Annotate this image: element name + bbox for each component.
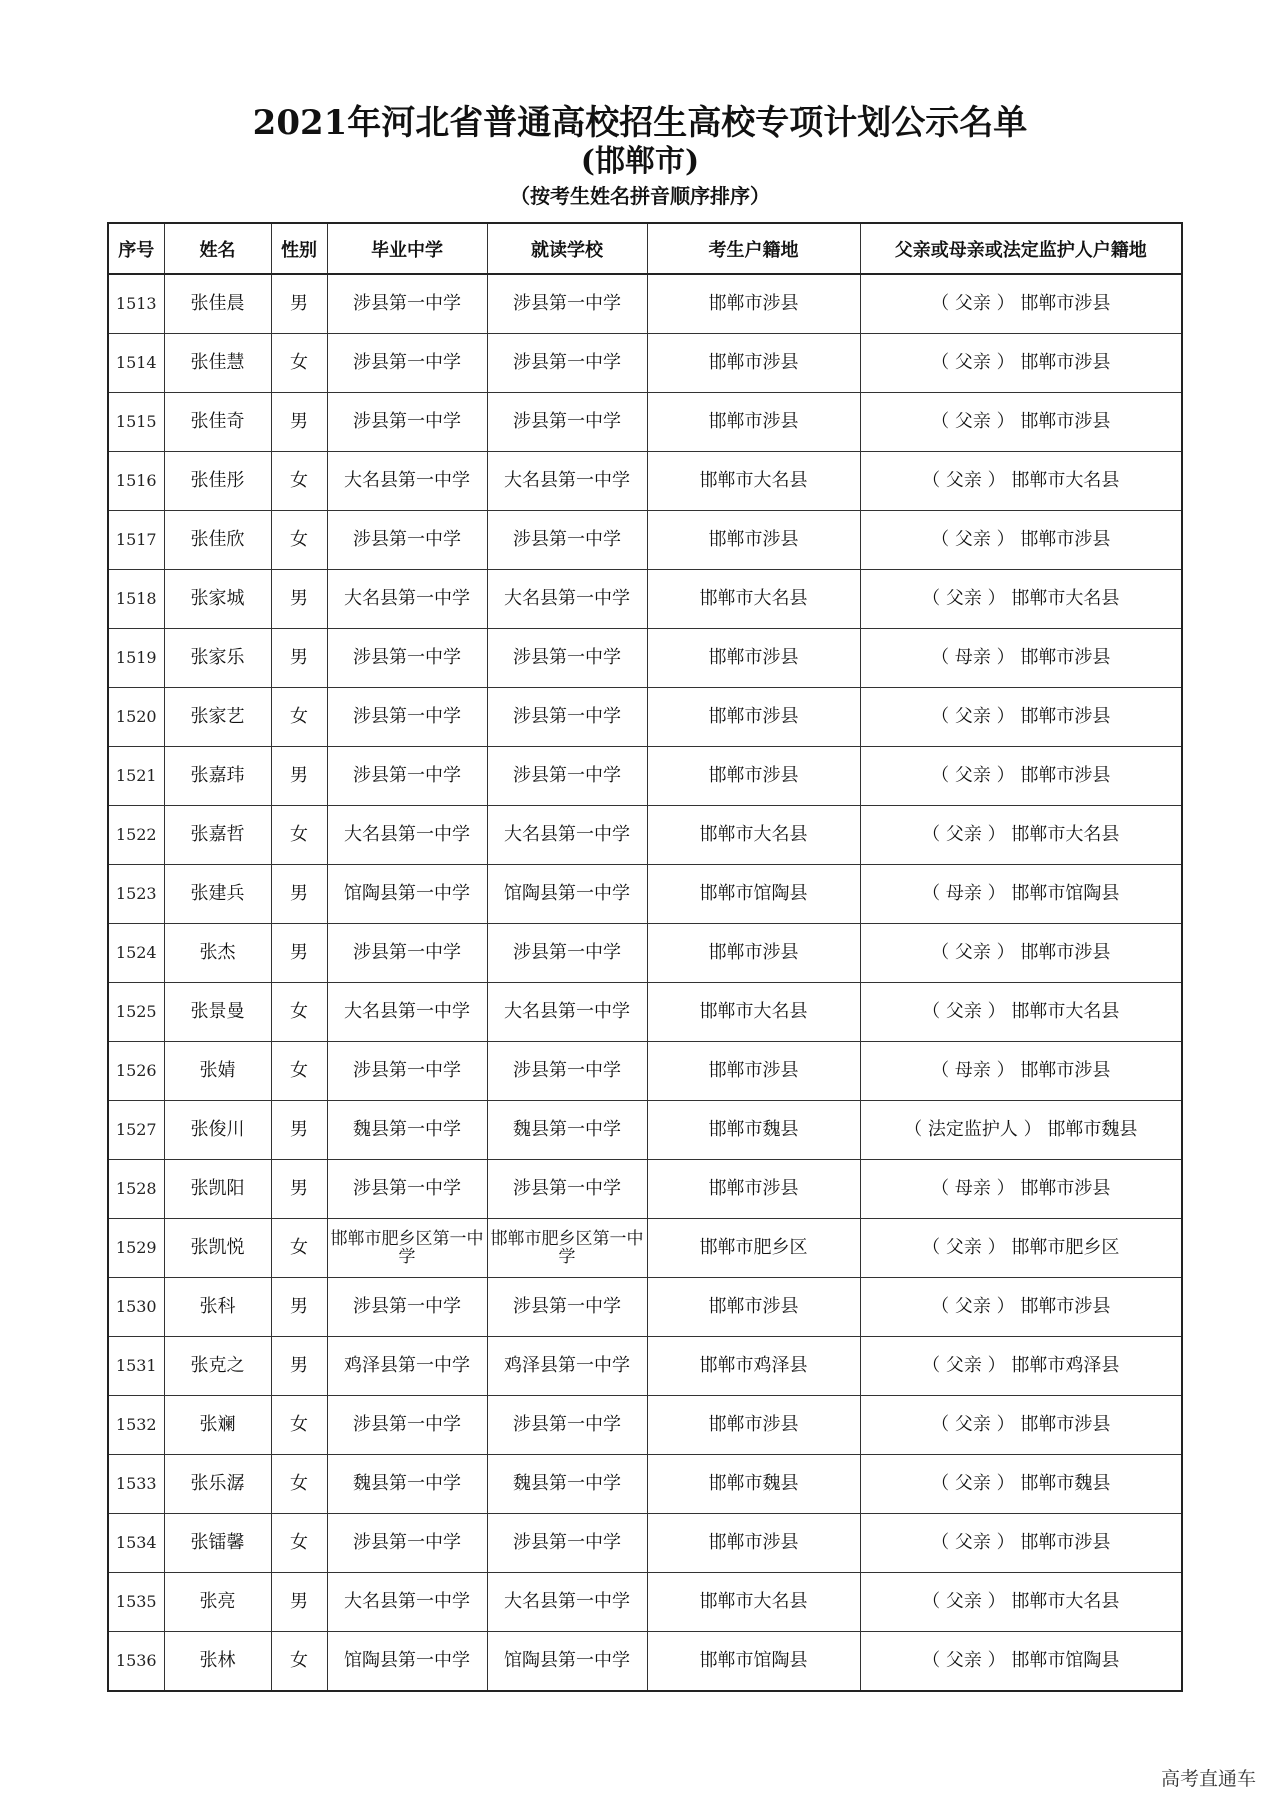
grad-school-cell: 涉县第一中学 [327, 393, 487, 452]
current-school-cell: 鸡泽县第一中学 [487, 1337, 647, 1396]
residence-cell: 邯郸市涉县 [647, 1042, 860, 1101]
name-cell: 张镭馨 [164, 1514, 271, 1573]
guardian-residence-cell: （ 父亲 ） 邯郸市涉县 [860, 511, 1182, 570]
current-school-cell: 涉县第一中学 [487, 688, 647, 747]
residence-cell: 邯郸市魏县 [647, 1455, 860, 1514]
seq-cell: 1514 [108, 334, 164, 393]
current-school-header: 就读学校 [487, 223, 647, 274]
table-row [108, 570, 1182, 629]
gender-cell: 女 [271, 1219, 327, 1278]
residence-cell: 邯郸市馆陶县 [647, 1632, 860, 1692]
current-school-cell: 魏县第一中学 [487, 1455, 647, 1514]
grad-school-cell: 大名县第一中学 [327, 1573, 487, 1632]
table-row [108, 334, 1182, 393]
gender-cell: 男 [271, 747, 327, 806]
table-row [108, 1514, 1182, 1573]
seq-cell: 1530 [108, 1278, 164, 1337]
seq-cell: 1528 [108, 1160, 164, 1219]
current-school-cell: 邯郸市肥乡区第一中学 [487, 1219, 647, 1278]
current-school-cell: 涉县第一中学 [487, 629, 647, 688]
gender-cell: 男 [271, 865, 327, 924]
grad-school-header: 毕业中学 [327, 223, 487, 274]
table-row [108, 393, 1182, 452]
gender-cell: 女 [271, 1455, 327, 1514]
seq-cell: 1533 [108, 1455, 164, 1514]
gender-cell: 男 [271, 629, 327, 688]
grad-school-cell: 馆陶县第一中学 [327, 1632, 487, 1692]
seq-cell: 1531 [108, 1337, 164, 1396]
watermark-text: 高考直通车 [1160, 1768, 1256, 1790]
residence-cell: 邯郸市馆陶县 [647, 865, 860, 924]
seq-cell: 1513 [108, 274, 164, 334]
grad-school-cell: 大名县第一中学 [327, 452, 487, 511]
name-cell: 张佳欣 [164, 511, 271, 570]
grad-school-cell: 涉县第一中学 [327, 511, 487, 570]
grad-school-cell: 涉县第一中学 [327, 629, 487, 688]
residence-cell: 邯郸市魏县 [647, 1101, 860, 1160]
residence-cell: 邯郸市大名县 [647, 452, 860, 511]
residence-cell: 邯郸市肥乡区 [647, 1219, 860, 1278]
name-cell: 张嘉哲 [164, 806, 271, 865]
seq-cell: 1517 [108, 511, 164, 570]
guardian-residence-cell: （ 父亲 ） 邯郸市涉县 [860, 334, 1182, 393]
grad-school-cell: 涉县第一中学 [327, 1160, 487, 1219]
current-school-cell: 涉县第一中学 [487, 1278, 647, 1337]
gender-cell: 女 [271, 334, 327, 393]
residence-cell: 邯郸市大名县 [647, 570, 860, 629]
gender-cell: 男 [271, 570, 327, 629]
seq-cell: 1524 [108, 924, 164, 983]
residence-cell: 邯郸市涉县 [647, 1160, 860, 1219]
current-school-cell: 大名县第一中学 [487, 983, 647, 1042]
table-row [108, 629, 1182, 688]
residence-header: 考生户籍地 [647, 223, 860, 274]
current-school-cell: 涉县第一中学 [487, 393, 647, 452]
residence-cell: 邯郸市涉县 [647, 334, 860, 393]
guardian-residence-cell: （ 父亲 ） 邯郸市大名县 [860, 983, 1182, 1042]
name-cell: 张景曼 [164, 983, 271, 1042]
name-cell: 张建兵 [164, 865, 271, 924]
gender-cell: 女 [271, 983, 327, 1042]
guardian-residence-cell: （ 母亲 ） 邯郸市涉县 [860, 1042, 1182, 1101]
grad-school-cell: 涉县第一中学 [327, 1042, 487, 1101]
guardian-residence-cell: （ 父亲 ） 邯郸市涉县 [860, 747, 1182, 806]
table-row [108, 865, 1182, 924]
guardian-residence-header: 父亲或母亲或法定监护人户籍地 [860, 223, 1182, 274]
grad-school-cell: 大名县第一中学 [327, 570, 487, 629]
table-row [108, 1632, 1182, 1692]
guardian-residence-cell: （ 法定监护人 ） 邯郸市魏县 [860, 1101, 1182, 1160]
seq-cell: 1535 [108, 1573, 164, 1632]
guardian-residence-cell: （ 母亲 ） 邯郸市涉县 [860, 1160, 1182, 1219]
residence-cell: 邯郸市涉县 [647, 274, 860, 334]
table-row [108, 1101, 1182, 1160]
current-school-cell: 涉县第一中学 [487, 1160, 647, 1219]
gender-cell: 女 [271, 452, 327, 511]
guardian-residence-cell: （ 父亲 ） 邯郸市涉县 [860, 393, 1182, 452]
seq-cell: 1515 [108, 393, 164, 452]
name-cell: 张乐潺 [164, 1455, 271, 1514]
gender-cell: 男 [271, 1337, 327, 1396]
grad-school-cell: 魏县第一中学 [327, 1101, 487, 1160]
seq-cell: 1520 [108, 688, 164, 747]
guardian-residence-cell: （ 父亲 ） 邯郸市涉县 [860, 924, 1182, 983]
grad-school-cell: 涉县第一中学 [327, 747, 487, 806]
residence-cell: 邯郸市涉县 [647, 1278, 860, 1337]
table-header-row [108, 223, 1182, 274]
name-cell: 张佳慧 [164, 334, 271, 393]
grad-school-cell: 馆陶县第一中学 [327, 865, 487, 924]
table-row [108, 983, 1182, 1042]
current-school-cell: 涉县第一中学 [487, 1396, 647, 1455]
grad-school-cell: 邯郸市肥乡区第一中学 [327, 1219, 487, 1278]
seq-cell: 1532 [108, 1396, 164, 1455]
table-row [108, 924, 1182, 983]
residence-cell: 邯郸市涉县 [647, 1396, 860, 1455]
seq-cell: 1522 [108, 806, 164, 865]
name-cell: 张杰 [164, 924, 271, 983]
guardian-residence-cell: （ 父亲 ） 邯郸市大名县 [860, 1573, 1182, 1632]
seq-cell: 1519 [108, 629, 164, 688]
current-school-cell: 大名县第一中学 [487, 806, 647, 865]
current-school-cell: 大名县第一中学 [487, 1573, 647, 1632]
roster-table [107, 222, 1183, 1692]
current-school-cell: 涉县第一中学 [487, 924, 647, 983]
guardian-residence-cell: （ 父亲 ） 邯郸市馆陶县 [860, 1632, 1182, 1692]
name-cell: 张佳彤 [164, 452, 271, 511]
gender-cell: 女 [271, 1632, 327, 1692]
seq-cell: 1516 [108, 452, 164, 511]
table-row [108, 1573, 1182, 1632]
gender-cell: 男 [271, 1160, 327, 1219]
table-row [108, 1219, 1182, 1278]
seq-cell: 1521 [108, 747, 164, 806]
gender-cell: 女 [271, 1514, 327, 1573]
name-cell: 张科 [164, 1278, 271, 1337]
table-row [108, 1396, 1182, 1455]
name-cell: 张婧 [164, 1042, 271, 1101]
name-cell: 张家城 [164, 570, 271, 629]
grad-school-cell: 魏县第一中学 [327, 1455, 487, 1514]
gender-cell: 女 [271, 688, 327, 747]
guardian-residence-cell: （ 父亲 ） 邯郸市大名县 [860, 452, 1182, 511]
guardian-residence-cell: （ 父亲 ） 邯郸市涉县 [860, 274, 1182, 334]
current-school-cell: 涉县第一中学 [487, 1042, 647, 1101]
current-school-cell: 涉县第一中学 [487, 274, 647, 334]
guardian-residence-cell: （ 父亲 ） 邯郸市涉县 [860, 1396, 1182, 1455]
gender-cell: 女 [271, 511, 327, 570]
residence-cell: 邯郸市涉县 [647, 511, 860, 570]
table-row [108, 747, 1182, 806]
current-school-cell: 涉县第一中学 [487, 511, 647, 570]
name-cell: 张凯阳 [164, 1160, 271, 1219]
grad-school-cell: 涉县第一中学 [327, 924, 487, 983]
table-body [108, 274, 1182, 1691]
table-row [108, 452, 1182, 511]
name-header: 姓名 [164, 223, 271, 274]
current-school-cell: 魏县第一中学 [487, 1101, 647, 1160]
seq-cell: 1529 [108, 1219, 164, 1278]
seq-header: 序号 [108, 223, 164, 274]
gender-cell: 女 [271, 1042, 327, 1101]
guardian-residence-cell: （ 父亲 ） 邯郸市魏县 [860, 1455, 1182, 1514]
residence-cell: 邯郸市大名县 [647, 806, 860, 865]
table-row [108, 1042, 1182, 1101]
table-row [108, 274, 1182, 334]
seq-cell: 1534 [108, 1514, 164, 1573]
residence-cell: 邯郸市涉县 [647, 629, 860, 688]
page-subtitle: (邯郸市) [580, 144, 700, 179]
current-school-cell: 大名县第一中学 [487, 452, 647, 511]
guardian-residence-cell: （ 父亲 ） 邯郸市肥乡区 [860, 1219, 1182, 1278]
name-cell: 张家艺 [164, 688, 271, 747]
gender-cell: 女 [271, 806, 327, 865]
name-cell: 张亮 [164, 1573, 271, 1632]
gender-cell: 男 [271, 274, 327, 334]
grad-school-cell: 涉县第一中学 [327, 274, 487, 334]
gender-header: 性别 [271, 223, 327, 274]
gender-cell: 男 [271, 1573, 327, 1632]
grad-school-cell: 涉县第一中学 [327, 1396, 487, 1455]
residence-cell: 邯郸市大名县 [647, 1573, 860, 1632]
name-cell: 张俊川 [164, 1101, 271, 1160]
name-cell: 张嘉玮 [164, 747, 271, 806]
name-cell: 张佳奇 [164, 393, 271, 452]
grad-school-cell: 涉县第一中学 [327, 1278, 487, 1337]
residence-cell: 邯郸市鸡泽县 [647, 1337, 860, 1396]
table-row [108, 1160, 1182, 1219]
residence-cell: 邯郸市大名县 [647, 983, 860, 1042]
name-cell: 张凯悦 [164, 1219, 271, 1278]
residence-cell: 邯郸市涉县 [647, 688, 860, 747]
guardian-residence-cell: （ 父亲 ） 邯郸市涉县 [860, 1278, 1182, 1337]
grad-school-cell: 涉县第一中学 [327, 688, 487, 747]
residence-cell: 邯郸市涉县 [647, 924, 860, 983]
table-row [108, 1455, 1182, 1514]
grad-school-cell: 涉县第一中学 [327, 334, 487, 393]
name-cell: 张家乐 [164, 629, 271, 688]
guardian-residence-cell: （ 父亲 ） 邯郸市鸡泽县 [860, 1337, 1182, 1396]
guardian-residence-cell: （ 父亲 ） 邯郸市涉县 [860, 688, 1182, 747]
grad-school-cell: 大名县第一中学 [327, 983, 487, 1042]
name-cell: 张斓 [164, 1396, 271, 1455]
residence-cell: 邯郸市涉县 [647, 393, 860, 452]
grad-school-cell: 大名县第一中学 [327, 806, 487, 865]
guardian-residence-cell: （ 母亲 ） 邯郸市馆陶县 [860, 865, 1182, 924]
guardian-residence-cell: （ 父亲 ） 邯郸市大名县 [860, 570, 1182, 629]
current-school-cell: 涉县第一中学 [487, 1514, 647, 1573]
gender-cell: 女 [271, 1396, 327, 1455]
current-school-cell: 涉县第一中学 [487, 747, 647, 806]
table-row [108, 511, 1182, 570]
gender-cell: 男 [271, 1101, 327, 1160]
current-school-cell: 馆陶县第一中学 [487, 1632, 647, 1692]
table-row [108, 806, 1182, 865]
table-row [108, 1337, 1182, 1396]
seq-cell: 1536 [108, 1632, 164, 1692]
grad-school-cell: 鸡泽县第一中学 [327, 1337, 487, 1396]
page-title: 2021年河北省普通高校招生高校专项计划公示名单 [252, 103, 1028, 143]
residence-cell: 邯郸市涉县 [647, 747, 860, 806]
guardian-residence-cell: （ 父亲 ） 邯郸市涉县 [860, 1514, 1182, 1573]
gender-cell: 男 [271, 924, 327, 983]
seq-cell: 1527 [108, 1101, 164, 1160]
name-cell: 张佳晨 [164, 274, 271, 334]
name-cell: 张克之 [164, 1337, 271, 1396]
sort-note: （按考生姓名拼音顺序排序） [510, 184, 770, 208]
residence-cell: 邯郸市涉县 [647, 1514, 860, 1573]
grad-school-cell: 涉县第一中学 [327, 1514, 487, 1573]
current-school-cell: 馆陶县第一中学 [487, 865, 647, 924]
name-cell: 张林 [164, 1632, 271, 1692]
seq-cell: 1518 [108, 570, 164, 629]
seq-cell: 1526 [108, 1042, 164, 1101]
gender-cell: 男 [271, 393, 327, 452]
table-row [108, 688, 1182, 747]
guardian-residence-cell: （ 母亲 ） 邯郸市涉县 [860, 629, 1182, 688]
current-school-cell: 大名县第一中学 [487, 570, 647, 629]
current-school-cell: 涉县第一中学 [487, 334, 647, 393]
seq-cell: 1525 [108, 983, 164, 1042]
seq-cell: 1523 [108, 865, 164, 924]
table-row [108, 1278, 1182, 1337]
gender-cell: 男 [271, 1278, 327, 1337]
guardian-residence-cell: （ 父亲 ） 邯郸市大名县 [860, 806, 1182, 865]
